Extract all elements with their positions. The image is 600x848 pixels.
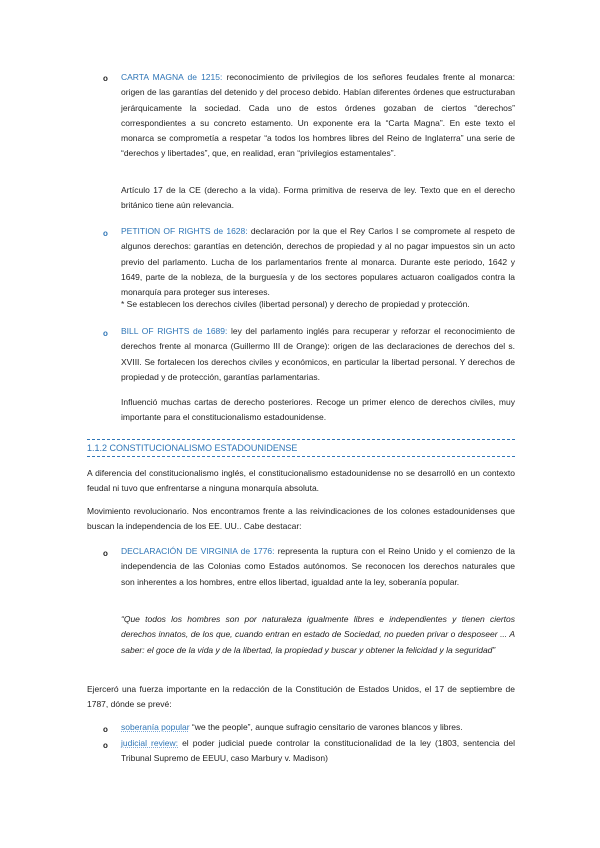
bullet-marker: o bbox=[103, 329, 108, 338]
bullet-marker: o bbox=[103, 725, 108, 734]
carta-magna-item bbox=[121, 70, 515, 162]
virginia-lead: DECLARACIÓN DE VIRGINIA de 1776: bbox=[121, 546, 275, 556]
petition-of-rights-lead: PETITION OF RIGHTS de 1628: bbox=[121, 226, 248, 236]
intro-paragraph: A diferencia del constitucionalismo inglés, el constitucionalismo estadounidense no se desarrolló en un contexto feudal ni tuvo que enfrentarse a ninguna monarquía absoluta. bbox=[87, 468, 515, 494]
virginia-item bbox=[121, 544, 515, 590]
petition-of-rights-item bbox=[121, 224, 515, 300]
virginia-text: representa la ruptura con el Reino Unido y el comienzo de la independencia de las Colonias como Estados autónomos. Se reconocen los derechos naturales que son inherentes a los hombres, entre ellos libertad, igualdad ante la ley, soberanía popular. bbox=[121, 546, 515, 587]
judicial-review-item bbox=[121, 736, 515, 767]
carta-magna-text: reconocimiento de privilegios de los señores feudales frente al monarca: origen de las garantías del detenido y del proceso debido. Habían diferentes órdenes que estructuraban jerárquicamente la sociedad. Cada uno de estos órdenes gozaban de ciertos “derechos” correspondientes a su concreto estamento. Un exponente era la “Carta Magna”. En este texto el monarca se comprometía a respetar “a todos los hombres libres del Reino de Inglaterra” una serie de “derechos y libertades”, que, en realidad, eran “privilegios estamentales”. bbox=[121, 72, 515, 159]
carta-magna-note: Artículo 17 de la CE (derecho a la vida). Forma primitiva de reserva de ley. Texto que en el derecho británico tiene aún relevancia. bbox=[121, 185, 515, 211]
bullet-marker: o bbox=[103, 549, 108, 558]
bill-of-rights-text: ley del parlamento inglés para recuperar y reforzar el reconocimiento de derechos frente al monarca (Guillermo III de Orange): origen de las declaraciones de derechos del s. XVIII. Se fortalecen los derechos civiles y económicos, en particular la libertad personal. Y derechos de propiedad y de protección, garantías parlamentarias. bbox=[121, 326, 515, 382]
bullet-marker: o bbox=[103, 74, 108, 83]
judicial-review-lead: judicial review: bbox=[121, 738, 178, 748]
bill-of-rights-note: Influenció muchas cartas de derecho posteriores. Recoge un primer elenco de derechos civiles, muy importante para el constitucionalismo estadounidense. bbox=[121, 397, 515, 423]
judicial-review-text: el poder judicial puede controlar la constitucionalidad de la ley (1803, sentencia del Tribunal Supremo de EEUU, caso Marbury v. Madison) bbox=[121, 738, 515, 764]
movement-paragraph: Movimiento revolucionario. Nos encontramos frente a las reivindicaciones de los colones estadounidenses que buscan la independencia de los EE. UU.. Cabe destacar: bbox=[87, 506, 515, 532]
popular-sovereignty-text: “we the people”, aunque sufragio censitario de varones blancos y libres. bbox=[191, 722, 463, 732]
bullet-marker: o bbox=[103, 741, 108, 750]
petition-of-rights-star-note: * Se establecen los derechos civiles (libertad personal) y derecho de propiedad y protección. bbox=[121, 299, 470, 309]
virginia-quote: “Que todos los hombres son por naturaleza igualmente libres e independientes y tienen ciertos derechos innatos, de los que, cuando entran en estado de Sociedad, no pueden privar o desposeer ... A saber: el goce de la vida y de la libertad, la propiedad y buscar y obtener la felicidad y la seguridad” bbox=[121, 614, 515, 655]
bill-of-rights-item bbox=[121, 324, 515, 385]
carta-magna-lead: CARTA MAGNA de 1215: bbox=[121, 72, 223, 82]
petition-of-rights-text: declaración por la que el Rey Carlos I se compromete al respeto de algunos derechos: garantías en detención, derechos de propiedad y al no pagar impuestos sin un acto previo del parlamento. Lucha de los parlamentarios frente al monarca. Durante este periodo, 1642 y 1649, parte de la nobleza, de la burguesía y de los sectores populares actuaron coaligados contra la monarquía para proteger sus intereses. bbox=[121, 226, 515, 298]
section-heading: 1.1.2 CONSTITUCIONALISMO ESTADOUNIDENSE bbox=[87, 439, 515, 457]
bullet-marker: o bbox=[103, 229, 108, 238]
popular-sovereignty-item bbox=[121, 720, 515, 735]
bill-of-rights-lead: BILL OF RIGHTS de 1689: bbox=[121, 326, 228, 336]
constitution-paragraph: Ejerceró una fuerza importante en la redacción de la Constitución de Estados Unidos, el 17 de septiembre de 1787, dónde se prevé: bbox=[87, 684, 515, 710]
popular-sovereignty-lead: soberanía popular bbox=[121, 722, 190, 732]
